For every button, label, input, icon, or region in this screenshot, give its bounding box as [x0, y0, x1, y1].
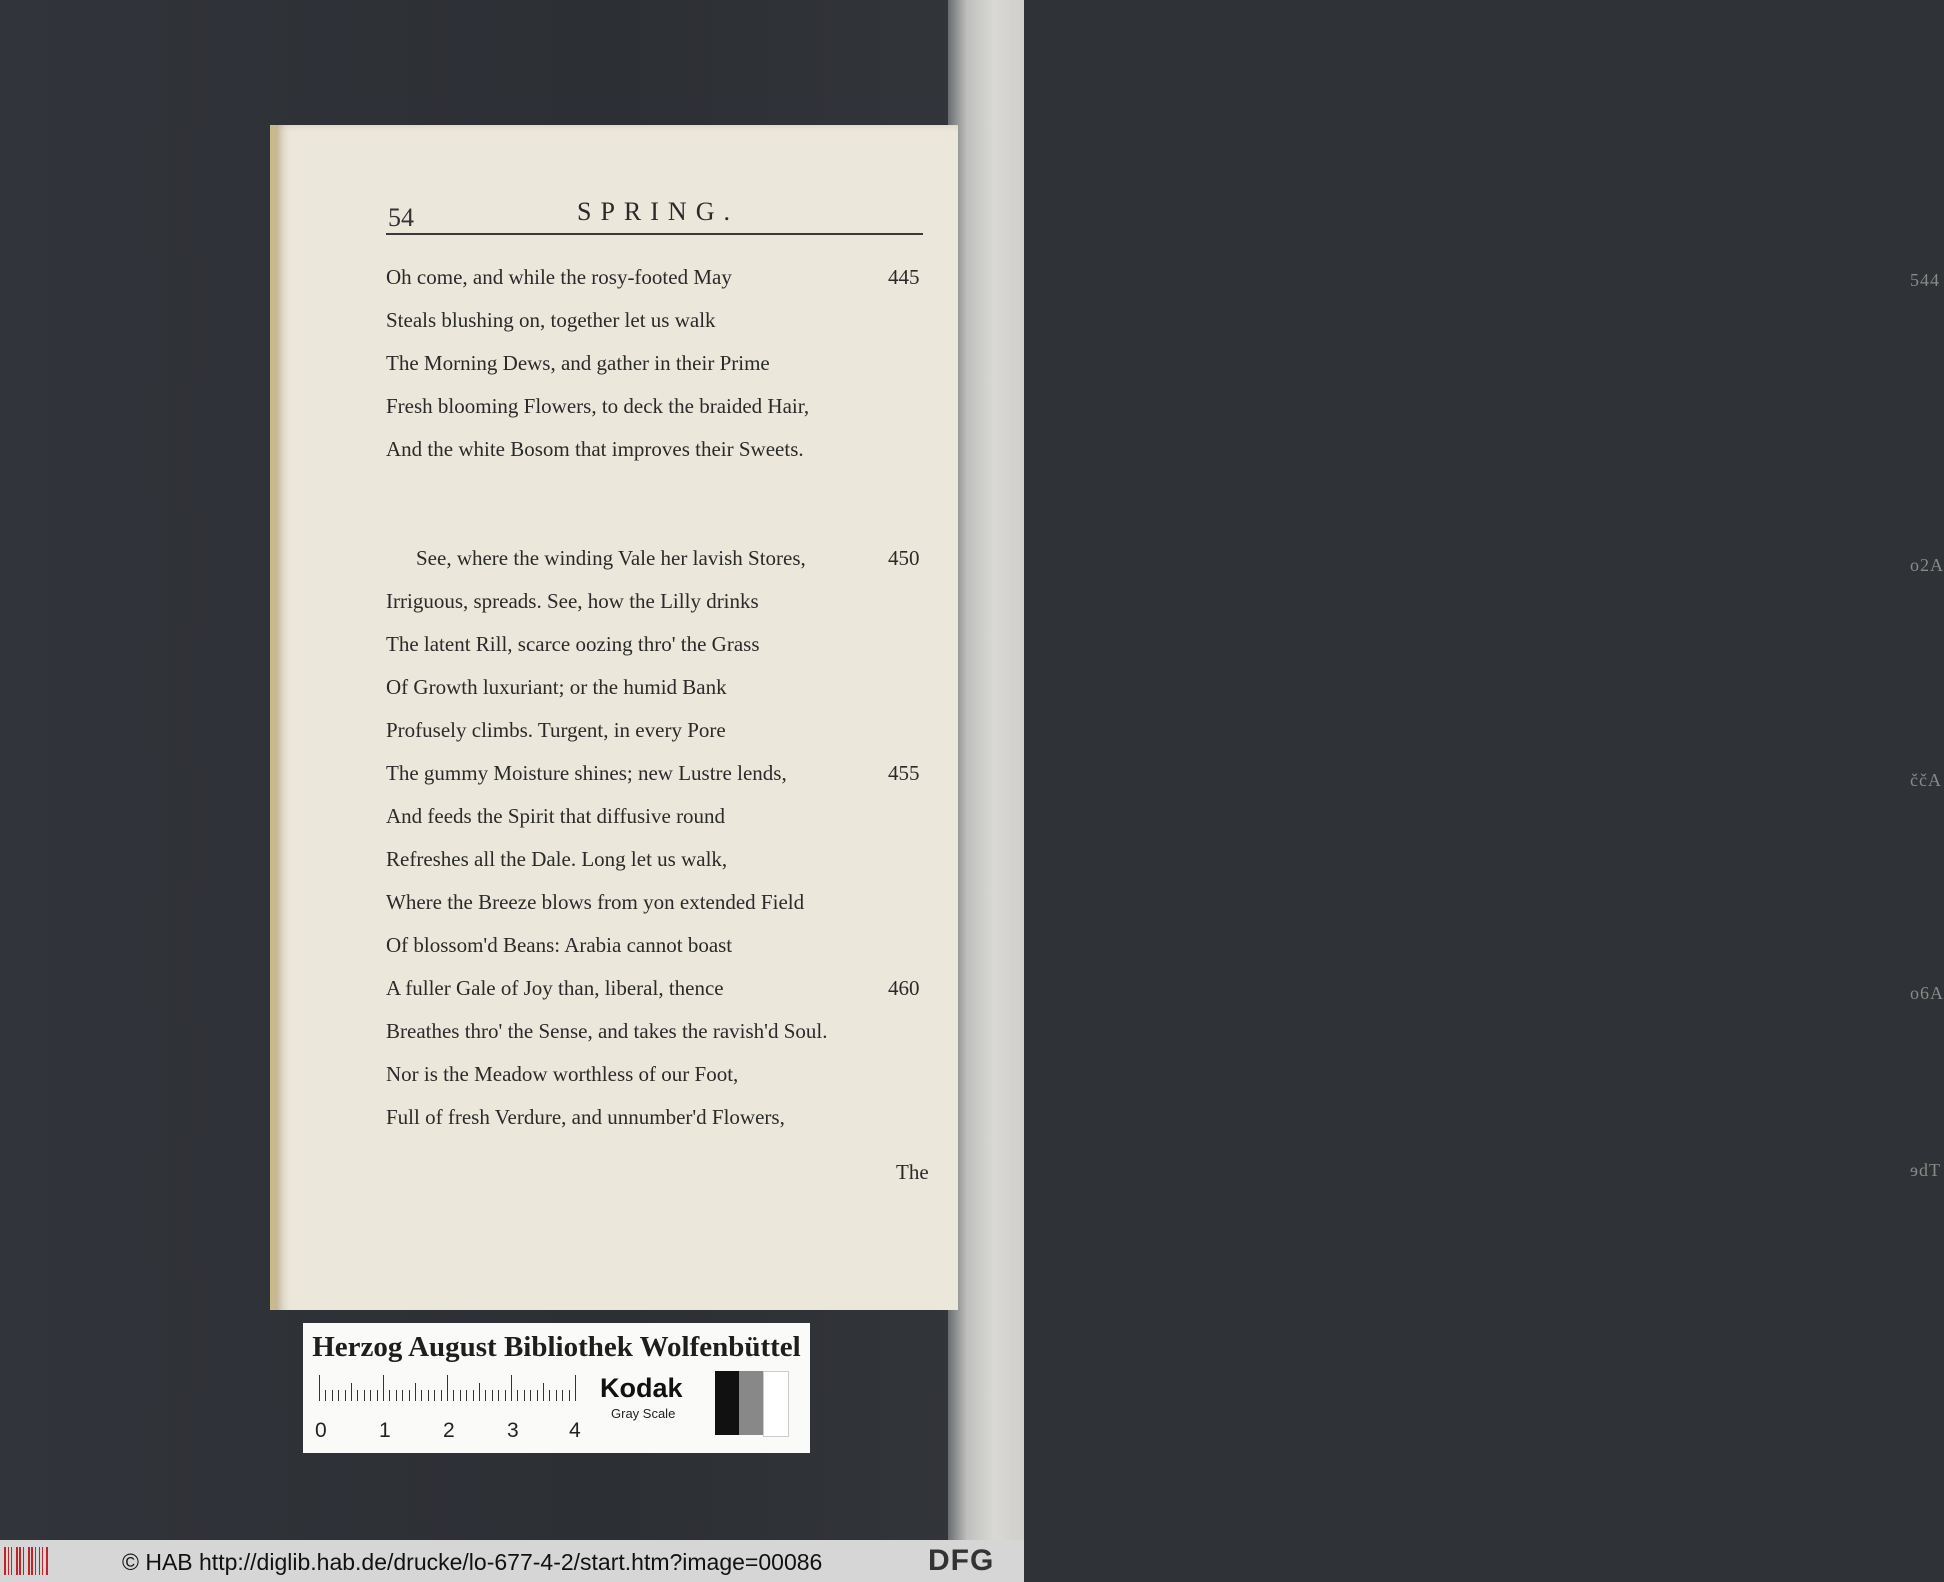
ruler-number: 1: [379, 1419, 391, 1442]
ruler-tick: [377, 1390, 378, 1401]
ruler-tick: [492, 1390, 493, 1401]
ruler-tick: [421, 1390, 422, 1401]
ruler-tick: [549, 1390, 550, 1401]
ruler-tick: [332, 1390, 333, 1401]
verse-line: Of blossom'd Beans: Arabia cannot boast: [386, 933, 733, 957]
bleed-through-445: 544: [1910, 270, 1940, 290]
barcode-stripe: [16, 1547, 18, 1575]
ruler-tick: [524, 1390, 525, 1401]
header-rule: [386, 233, 923, 235]
line-number: 460: [888, 976, 920, 1000]
ruler-tick: [364, 1390, 365, 1401]
ruler-tick: [556, 1390, 557, 1401]
ruler-numbers: [311, 1419, 591, 1443]
ruler-tick: [543, 1383, 544, 1401]
ruler-tick: [357, 1390, 358, 1401]
verse-line: Where the Breeze blows from yon extended Field: [386, 890, 805, 914]
verse-line: And feeds the Spirit that diffusive round: [386, 804, 726, 828]
ruler-tick: [479, 1383, 480, 1401]
verse-line: See, where the winding Vale her lavish Stores,: [416, 546, 806, 570]
ruler-tick: [575, 1375, 576, 1401]
ruler-tick: [569, 1390, 570, 1401]
barcode-stripe: [19, 1547, 21, 1575]
ruler-number: 4: [569, 1419, 581, 1442]
verse-line: Breathes thro' the Sense, and takes the ravish'd Soul.: [386, 1019, 828, 1043]
verse-line: A fuller Gale of Joy than, liberal, thence: [386, 976, 724, 1000]
source-url[interactable]: © HAB http://diglib.hab.de/drucke/lo-677-4-2/start.htm?image=00086: [122, 1549, 823, 1575]
kodak-brand: Kodak: [600, 1373, 683, 1403]
ruler-tick: [428, 1390, 429, 1401]
verse-line: And the white Bosom that improves their Sweets.: [386, 437, 804, 461]
bleed-through-460: o6A: [1910, 983, 1944, 1003]
verse-line: Full of fresh Verdure, and unnumber'd Flowers,: [386, 1105, 785, 1129]
barcode-stripe: [35, 1547, 36, 1575]
running-title: SPRING.: [577, 197, 739, 226]
ruler-tick: [396, 1390, 397, 1401]
bleed-through-455: ččA: [1910, 770, 1942, 790]
barcode-stripe: [46, 1547, 48, 1575]
barcode-stripe: [23, 1547, 24, 1575]
barcode-stripe: [8, 1547, 9, 1575]
ruler-tick: [498, 1390, 499, 1401]
line-number: 455: [888, 761, 920, 785]
barcode-stripe: [31, 1547, 33, 1575]
dfg-logo: DFG: [928, 1544, 995, 1577]
measurement-ruler: [319, 1375, 581, 1401]
barcode-logo: [4, 1547, 48, 1575]
ruler-tick: [415, 1383, 416, 1401]
barcode-stripe: [28, 1547, 30, 1575]
ruler-tick: [434, 1390, 435, 1401]
catchword: The: [896, 1160, 929, 1184]
bleed-through-catchword: ɘdT: [1910, 1160, 1941, 1180]
ruler-number: 0: [315, 1419, 327, 1442]
ruler-tick: [537, 1390, 538, 1401]
ruler-tick: [402, 1390, 403, 1401]
ruler-tick: [441, 1390, 442, 1401]
ruler-tick: [383, 1375, 384, 1401]
ruler-tick: [389, 1390, 390, 1401]
barcode-stripe: [39, 1547, 40, 1575]
verse-line: Refreshes all the Dale. Long let us walk,: [386, 847, 728, 871]
ruler-tick: [447, 1375, 448, 1401]
verse-line: Oh come, and while the rosy-footed May: [386, 265, 732, 289]
barcode-stripe: [4, 1547, 6, 1575]
ruler-tick: [517, 1390, 518, 1401]
verse-line: Irriguous, spreads. See, how the Lilly drinks: [386, 589, 759, 613]
line-number: 445: [888, 265, 920, 289]
facing-page-edge: [948, 0, 1944, 1540]
ruler-tick: [345, 1390, 346, 1401]
gray-swatch-white: [763, 1371, 789, 1437]
ruler-tick: [505, 1390, 506, 1401]
page-header: [388, 197, 928, 233]
ruler-tick: [460, 1390, 461, 1401]
ruler-tick: [511, 1375, 512, 1401]
ruler-tick: [453, 1390, 454, 1401]
gray-swatch-mid: [739, 1371, 763, 1435]
ruler-tick: [530, 1390, 531, 1401]
ruler-tick: [473, 1390, 474, 1401]
ruler-tick: [409, 1390, 410, 1401]
verse-line: The latent Rill, scarce oozing thro' the Grass: [386, 632, 760, 656]
gray-swatch-black: [715, 1371, 739, 1435]
ruler-number: 2: [443, 1419, 455, 1442]
ruler-number: 3: [507, 1419, 519, 1442]
ruler-tick: [351, 1383, 352, 1401]
bleed-through-450: o2A: [1910, 555, 1944, 575]
verse-line: Fresh blooming Flowers, to deck the braided Hair,: [386, 394, 810, 418]
page-number: 54: [388, 203, 414, 232]
ruler-tick: [466, 1390, 467, 1401]
ruler-tick: [338, 1390, 339, 1401]
book-page: [270, 125, 958, 1310]
library-label-card: [303, 1323, 810, 1453]
verse-line: Of Growth luxuriant; or the humid Bank: [386, 675, 727, 699]
ruler-tick: [325, 1390, 326, 1401]
footer-bar: [0, 1540, 1024, 1582]
barcode-stripe: [11, 1547, 12, 1575]
line-number: 450: [888, 546, 920, 570]
ruler-tick: [485, 1390, 486, 1401]
verse-line: The gummy Moisture shines; new Lustre lends,: [386, 761, 787, 785]
verse-line: Steals blushing on, together let us walk: [386, 308, 716, 332]
verse-line: Profusely climbs. Turgent, in every Pore: [386, 718, 726, 742]
barcode-stripe: [42, 1547, 43, 1575]
verse-line: The Morning Dews, and gather in their Prime: [386, 351, 770, 375]
ruler-tick: [370, 1390, 371, 1401]
ruler-tick: [319, 1375, 320, 1401]
ruler-tick: [562, 1390, 563, 1401]
library-name: Herzog August Bibliothek Wolfenbüttel: [312, 1331, 801, 1363]
gray-scale-label: Gray Scale: [611, 1406, 676, 1421]
verse-line: Nor is the Meadow worthless of our Foot,: [386, 1062, 739, 1086]
